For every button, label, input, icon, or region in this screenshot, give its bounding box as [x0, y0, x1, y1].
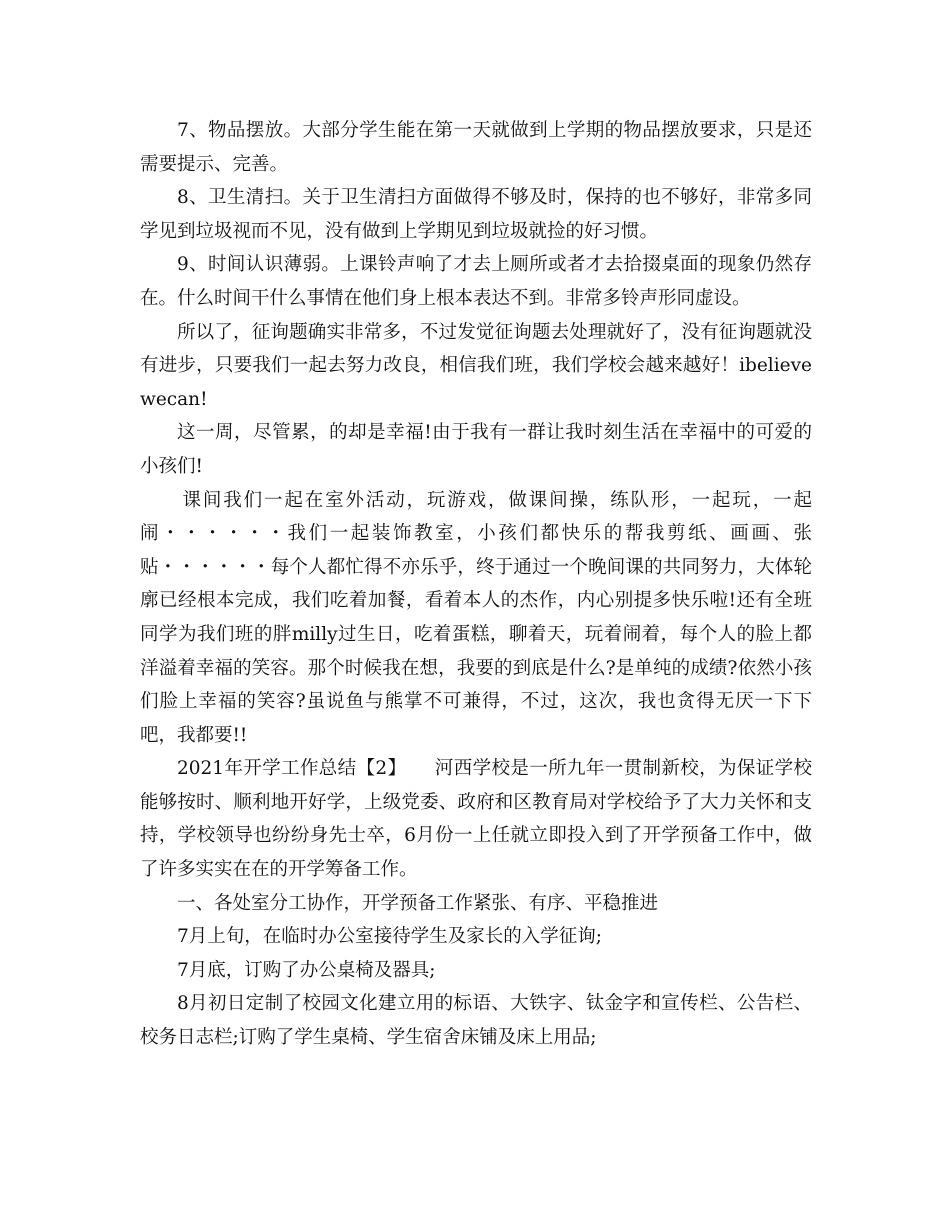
document-body [140, 114, 812, 1055]
paragraph-august-early: 8月初日定制了校园文化建立用的标语、大铁字、钛金字和宣传栏、公告栏、校务日志栏;订购了学生桌椅、学生宿舍床铺及床上用品; [140, 993, 812, 1049]
paragraph-cleaning: 8、卫生清扫。关于卫生清扫方面做得不够及时，保持的也不够好，非常多同学见到垃圾视而不见，没有做到上学期见到垃圾就捡的好习惯。 [140, 187, 812, 242]
paragraph-conclusion: 所以了，征询题确实非常多，不过发觉征询题去处理就好了，没有征询题就没有进步，只要我们一起去努力改良，相信我们班，我们学校会越来越好！ibelievewecan! [140, 321, 812, 410]
paragraph-item-arrangement: 7、物品摆放。大部分学生能在第一天就做到上学期的物品摆放要求，只是还需要提示、完善。 [140, 120, 812, 175]
paragraph-section-heading: 一、各处室分工协作，开学预备工作紧张、有序、平稳推进 [177, 892, 659, 914]
paragraph-time-awareness: 9、时间认识薄弱。上课铃声响了才去上厕所或者才去拾掇桌面的现象仍然存在。什么时间干什么事情在他们身上根本表达不到。非常多铃声形同虚设。 [140, 254, 812, 309]
paragraph-activities: 课间我们一起在室外活动，玩游戏，做课间操，练队形，一起玩，一起闹・・・・・・我们一起装饰教室，小孩们都快乐的帮我剪纸、画画、张贴・・・・・・每个人都忙得不亦乐乎，终于通过一个晚间课的共同努力，大体轮廓已经根本完成，我们吃着加餐，看着本人的杰作，内心别提多快乐啦!还有全班同学为我们班的胖milly过生日，吃着蛋糕，聊着天，玩着闹着，每个人的脸上都洋溢着幸福的笑容。那个时候我在想，我要的到底是什么?是单纯的成绩?依然小孩们脸上幸福的笑容?虽说鱼与熊掌不可兼得，不过，这次，我也贪得无厌一下下吧，我都要!! [140, 489, 813, 746]
paragraph-july-end: 7月底，订购了办公桌椅及器具; [177, 959, 436, 981]
paragraph-happiness: 这一周，尽管累，的却是幸福!由于我有一群让我时刻生活在幸福中的可爱的小孩们! [140, 422, 812, 477]
paragraph-july-early: 7月上旬，在临时办公室接待学生及家长的入学征询; [177, 926, 603, 948]
paragraph-summary-intro: 2021年开学工作总结【2】 河西学校是一所九年一贯制新校，为保证学校能够按时、顺利地开好学，上级党委、政府和区教育局对学校给予了大力关怀和支持，学校领导也纷纷身先士卒，6月份一上任就立即投入到了开学预备工作中，做了许多实实在在的开学筹备工作。 [140, 758, 812, 881]
